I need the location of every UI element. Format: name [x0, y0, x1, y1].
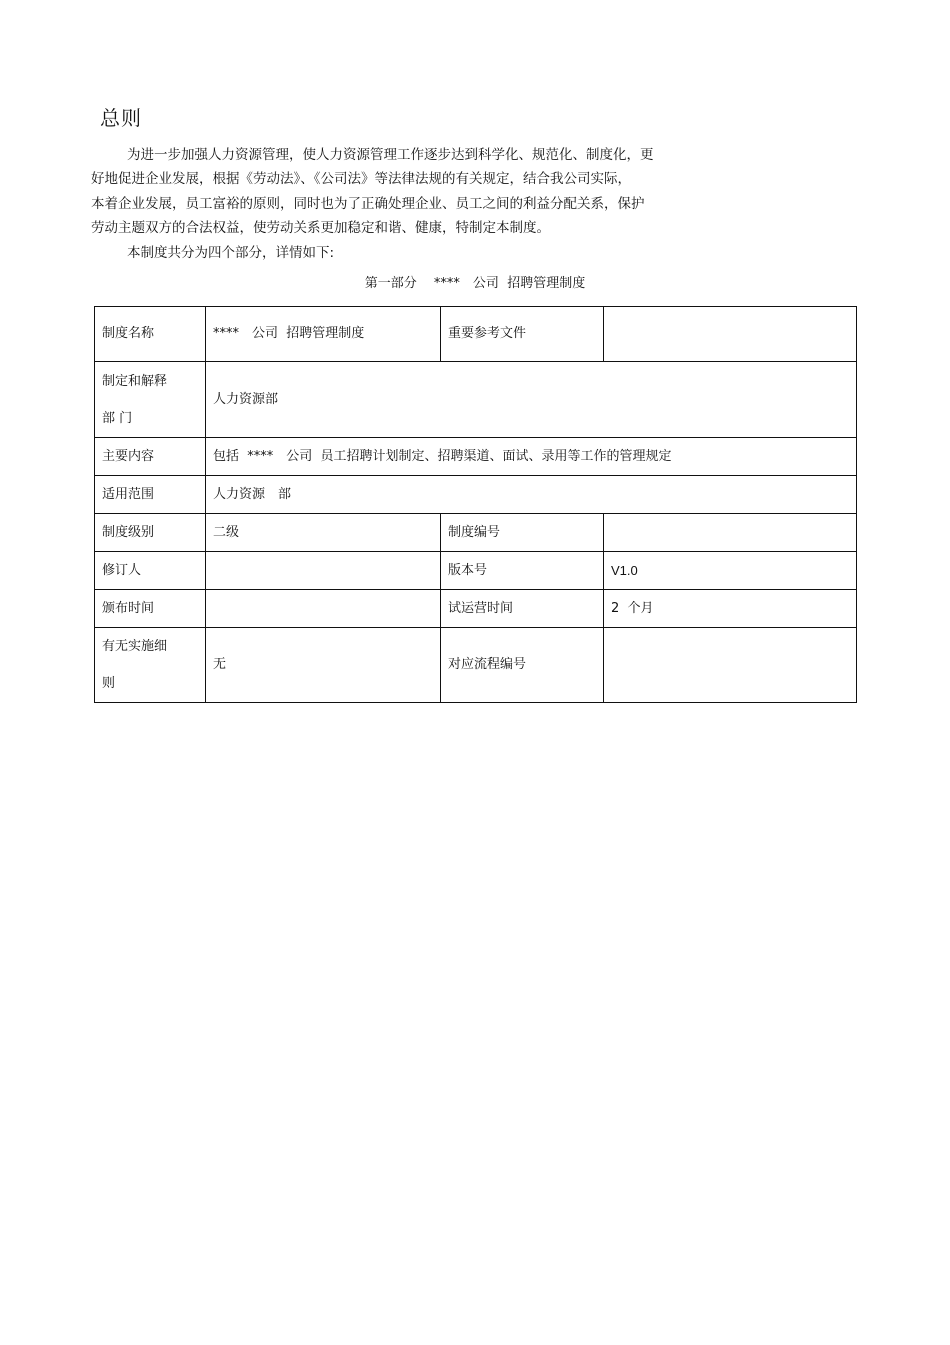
table-row	[95, 514, 857, 552]
policy-level-value: 二级	[206, 514, 441, 552]
trial-period-label: 试运营时间	[441, 590, 604, 628]
intro-line: 为进一步加强人力资源管理，使人力资源管理工作逐步达到科学化、规范化、制度化，更	[127, 147, 654, 163]
flow-code-value	[604, 628, 857, 703]
reference-file-value	[604, 307, 857, 362]
table-row	[95, 476, 857, 514]
version-value: V1.0	[604, 552, 857, 590]
responsible-dept-value: 人力资源部	[206, 362, 857, 438]
main-content-value: 包括 **** 公司 员工招聘计划制定、招聘渠道、面试、录用等工作的管理规定	[206, 438, 857, 476]
table-row	[95, 552, 857, 590]
trial-period-value: 2 个月	[604, 590, 857, 628]
flow-code-label: 对应流程编号	[441, 628, 604, 703]
intro-line: 好地促进企业发展，根据《劳动法》、《公司法》等法律法规的有关规定，结合我公司实际，	[91, 171, 631, 188]
table-row	[95, 362, 857, 438]
intro-paragraph	[91, 143, 731, 241]
reference-file-label: 重要参考文件	[441, 307, 604, 362]
responsible-dept-label-line: 制定和解释	[102, 373, 168, 389]
reviser-value	[206, 552, 441, 590]
summary-line: 本制度共分为四个部分，详情如下:	[127, 245, 335, 261]
responsible-dept-label	[95, 362, 206, 438]
page-title: 总则	[100, 106, 142, 130]
version-label: 版本号	[441, 552, 604, 590]
intro-line: 劳动主题双方的合法权益，使劳动关系更加稳定和谐、健康，特制定本制度。	[91, 220, 550, 237]
scope-value: 人力资源 部	[206, 476, 857, 514]
policy-name-label: 制度名称	[95, 307, 206, 362]
issue-date-value	[206, 590, 441, 628]
section-caption: 第一部分 **** 公司 招聘管理制度	[364, 276, 586, 291]
policy-code-label: 制度编号	[441, 514, 604, 552]
detail-rules-label-line: 有无实施细	[102, 639, 168, 654]
policy-info-table	[94, 306, 857, 703]
table-row	[95, 590, 857, 628]
detail-rules-label	[95, 628, 206, 703]
policy-level-label: 制度级别	[95, 514, 206, 552]
policy-code-value	[604, 514, 857, 552]
table-row	[95, 307, 857, 362]
detail-rules-value: 无	[206, 628, 441, 703]
responsible-dept-label-line: 部 门	[102, 410, 133, 426]
table-row	[95, 628, 857, 703]
reviser-label: 修订人	[95, 552, 206, 590]
main-content-label: 主要内容	[95, 438, 206, 476]
issue-date-label: 颁布时间	[95, 590, 206, 628]
detail-rules-label-line: 则	[102, 676, 116, 691]
policy-name-value: **** 公司 招聘管理制度	[206, 307, 441, 362]
intro-line: 本着企业发展，员工富裕的原则，同时也为了正确处理企业、员工之间的利益分配关系，保护	[91, 195, 645, 212]
scope-label: 适用范围	[95, 476, 206, 514]
table-row	[95, 438, 857, 476]
